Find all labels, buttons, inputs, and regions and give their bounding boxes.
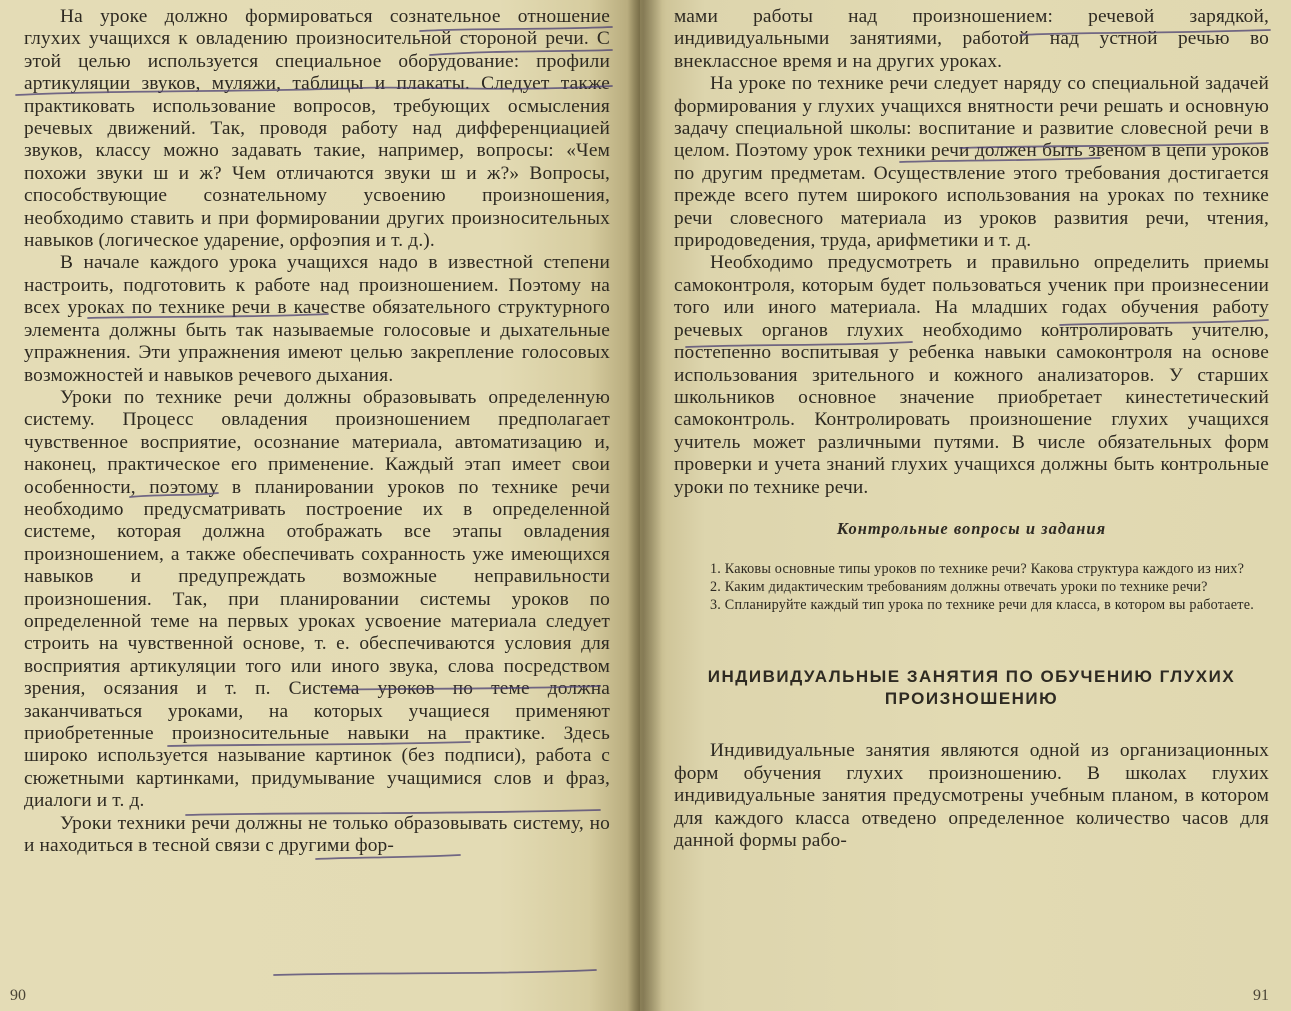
section-paragraph: Индивидуальные занятия являются одной из организационных форм обучения глухих произношению. В школах глухих индивидуальные занятия предусмотрены учебным планом, в котором для каждого класса отведено определенное количество часов для данной формы рабо-: [674, 740, 1269, 851]
left-page-number: 90: [10, 987, 26, 1004]
right-page-number: 91: [1253, 987, 1269, 1004]
left-paragraph-3: Уроки по технике речи должны образовывать определенную систему. Процесс овладения произношением предполагает чувственное восприятие, осознание материала, автоматизацию и, наконец, практическое его применение. Каждый этап имеет свои особенности, поэтому в планировании уроков по технике речи необходимо предусматривать построение их в определенной системе, которая должна отображать все этапы овладения произношением, а также обеспечивать сохранность уже имеющихся навыков и предупреждать возможные неправильности произношения. Так, при планировании системы уроков по определенной теме на первых уроках усвоение материала следует строить на чувственной основе, т. е. обеспечиваются условия для восприятия артикуляции того или иного звука, слова посредством зрения, осязания и т. п. Система уроков по теме должна заканчиваться уроками, на которых учащиеся применяют приобретенные произносительные навыки на практике. Здесь широко используется называние картинок (без подписи), работа с сюжетными картинками, придумывание учащимися слов и фраз, диалоги и т. д.: [24, 386, 610, 812]
questions-heading: Контрольные вопросы и задания: [836, 518, 1107, 538]
left-page: [0, 0, 640, 1011]
right-paragraph-1: мами работы над произношением: речевой зарядкой, индивидуальными занятиями, работой над устной речью во внеклассное время и на других уроках.: [674, 6, 1269, 72]
question-2: 2. Каким дидактическим требованиям должны отвечать уроки по технике речи?: [710, 578, 1208, 595]
question-3: 3. Спланируйте каждый тип урока по технике речи для класса, в котором вы работаете.: [710, 596, 1254, 613]
left-paragraph-2: В начале каждого урока учащихся надо в известной степени настроить, подготовить к работе над произношением. Поэтому на всех уроках по технике речи в качестве обязательного структурного элемента должны быть так называемые голосовые и дыхательные упражнения. Эти упражнения имеют целью закрепление голосовых возможностей и навыков речевого дыхания.: [24, 252, 610, 386]
right-paragraph-3: Необходимо предусмотреть и правильно определить приемы самоконтроля, которым будет пользоваться ученик при произнесении того или иного материала. На младших годах обучения работу речевых органов глухих необходимо контролировать учителю, постепенно воспитывая у ребенка навыки самоконтроля на основе использования зрительного и кожного анализаторов. У старших школьников основное значение приобретает кинестетический самоконтроль. Контролировать произношение глухих учащихся учитель может различными путями. В числе обязательных форм проверки и учета знаний глухих учащихся должны быть контрольные уроки по технике речи.: [674, 252, 1269, 498]
question-1: 1. Каковы основные типы уроков по технике речи? Какова структура каждого из них?: [710, 560, 1245, 577]
right-paragraph-2: На уроке по технике речи следует наряду со специальной задачей формирования у глухих учащихся внятности речи решать и основную задачу специальной школы: воспитание и развитие словесной речи в целом. Поэтому урок техники речи должен быть звеном в цепи уроков по другим предметам. Осуществление этого требования достигается прежде всего путем широкого использования на уроках по технике речи словесного материала из уроков развития речи, чтения, природоведения, труда, арифметики и т. д.: [674, 73, 1269, 252]
left-paragraph-4: Уроки техники речи должны не только образовывать систему, но и находиться в тесной связи с другими фор-: [24, 812, 610, 857]
left-paragraph-1: На уроке должно формироваться сознательное отношение глухих учащихся к овладению произносительной стороной речи. С этой целью используется специальное оборудование: профили артикуляции звуков, муляжи, таблицы и плакаты. Следует также практиковать использование вопросов, требующих осмысления речевых движений. Так, проводя работу над дифференциацией звуков, классу можно задавать такие, например, вопросы: «Чем похожи звуки ш и ж? Чем отличаются звуки ш и ж?» Вопросы, способствующие сознательному усвоению произношения, необходимо ставить и при формировании других произносительных навыков (логическое ударение, орфоэпия и т. д.).: [24, 6, 610, 252]
right-page: [640, 0, 1291, 1011]
section-title: ИНДИВИДУАЛЬНЫЕ ЗАНЯТИЯ ПО ОБУЧЕНИЮ ГЛУХИХ ПРОИЗНОШЕНИЮ: [707, 667, 1236, 709]
